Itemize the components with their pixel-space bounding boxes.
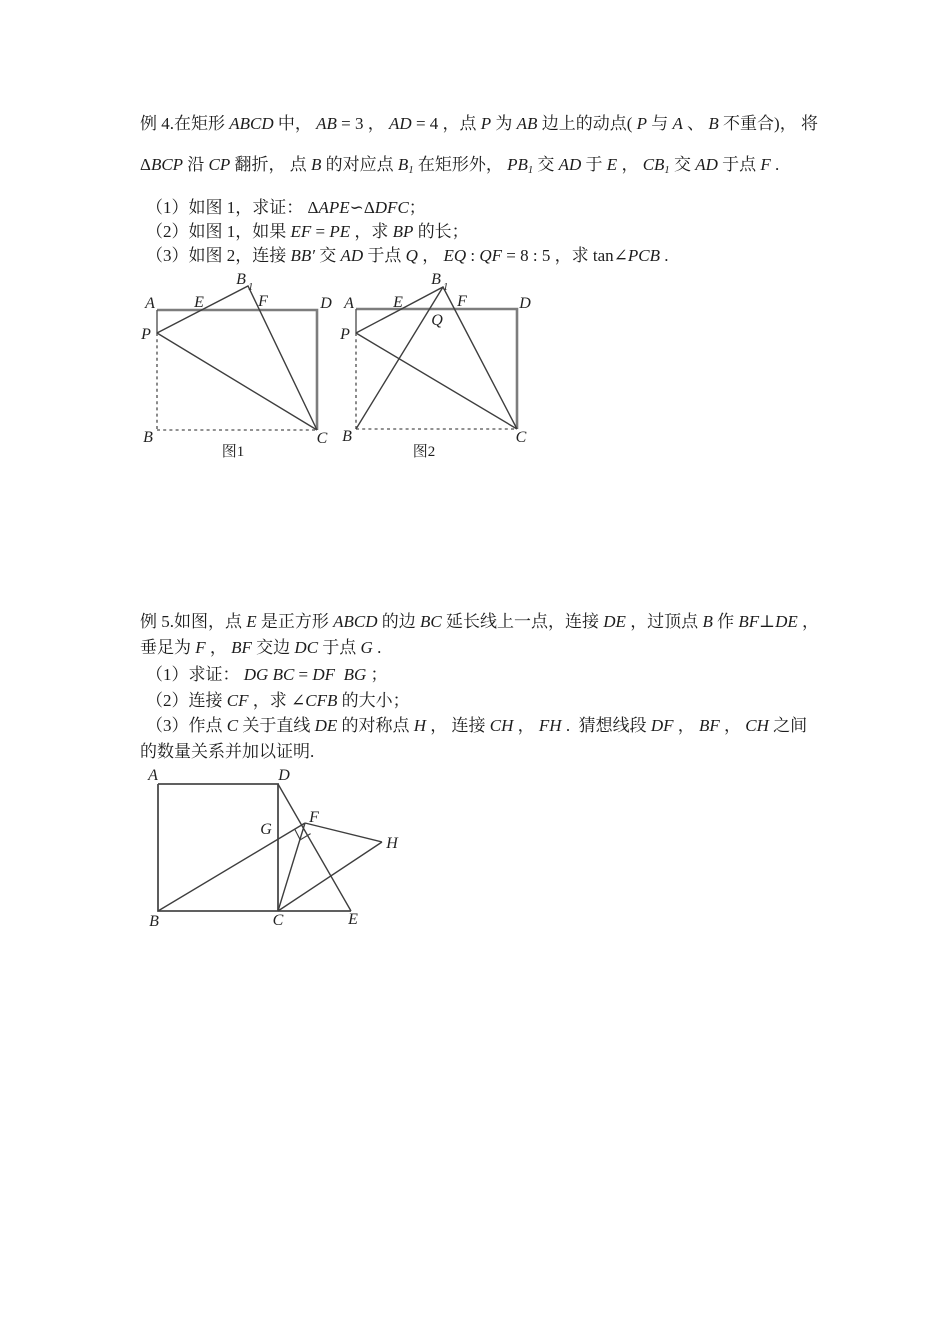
fig2-label-A: A <box>344 295 354 312</box>
fig1-solid-edges-AD-DC <box>157 310 317 430</box>
fig2-label-B1: B <box>431 271 441 288</box>
fig5-label-G: G <box>260 821 272 838</box>
fig1-label-B1: B <box>236 271 246 288</box>
p4-subquestion-3: （3）如图 2，连接 BB′ 交 AD 于点 Q ， EQ : QF = 8 : 5 ，求 tan∠PCB . <box>146 246 669 265</box>
fig2-label-D: D <box>519 295 531 312</box>
fig5-label-D: D <box>278 767 290 784</box>
fig2-label-F: F <box>457 293 467 310</box>
fig1-dashed-edges-PB-BC <box>157 333 317 430</box>
fig5-label-C: C <box>272 912 284 929</box>
fig1-label-A: A <box>145 295 155 312</box>
p5-subquestion-2: （2）连接 CF ，求 ∠CFB 的大小； <box>146 691 410 710</box>
fig5-square-and-BCE <box>158 784 351 911</box>
fig1-label-C: C <box>316 430 328 447</box>
fig2-fold-lines-PB1-B1C-PC-BB1 <box>356 287 517 429</box>
p5-subquestion-1: （1）求证： DG BC = DF BG ； <box>146 665 388 684</box>
fig2-label-P: P <box>340 326 350 343</box>
fig1-label-B: B <box>143 429 153 446</box>
fig1-label-B1-subscript: 1 <box>248 282 254 293</box>
p4-statement-line-1: 例 4.在矩形 ABCD 中， AB = 3 ， AD = 4 ，点 P 为 AB 边上的动点( P 与 A 、 B 不重合)， 将 <box>140 114 818 133</box>
figure-5 <box>147 767 399 930</box>
fig5-label-H: H <box>386 835 398 852</box>
p4-statement-line-2: ΔBCP 沿 CP 翻折， 点 B 的对应点 $B_1$ 在矩形外， $PB_1$ 交 AD 于 E ， $CB_1$ 交 AD 于点 F . <box>140 155 780 177</box>
p5-subquestion-3: （3）作点 C 关于直线 DE 的对称点 H ， 连接 CH ， FH . 猜想线段 DF ， BF ， CH 之间 <box>146 716 808 735</box>
fig5-lines-DE-BF-CF-CH-FH <box>158 784 382 911</box>
p5-subquestion-3-cont: 的数量关系并加以证明. <box>140 742 315 761</box>
p4-subquestion-1: （1）如图 1，求证： ΔAPE∽ΔDFC； <box>146 198 426 217</box>
fig1-label-F: F <box>258 293 268 310</box>
p5-statement-line-1: 例 5.如图，点 E 是正方形 ABCD 的边 BC 延长线上一点，连接 DE ，过顶点 B 作 BF⊥DE ， <box>140 612 820 631</box>
fig5-label-E: E <box>348 911 358 928</box>
fig1-label-D: D <box>320 295 332 312</box>
fig2-label-B: B <box>342 428 352 445</box>
fig1-label-P: P <box>141 326 151 343</box>
fig5-right-angle-mark <box>295 829 311 840</box>
fig2-dashed-edges-PB-BC <box>356 333 517 429</box>
fig2-solid-edges-AD-DC <box>356 309 517 429</box>
figure-2 <box>339 271 531 460</box>
fig5-label-F: F <box>309 809 319 826</box>
fig1-label-E: E <box>194 294 204 311</box>
p4-subquestion-2: （2）如图 1，如果 EF = PE ，求 BP 的长； <box>146 222 469 241</box>
fig2-label-B1-subscript: 1 <box>443 282 449 293</box>
p5-statement-line-2: 垂足为 F ， BF 交边 DC 于点 G . <box>140 638 382 657</box>
figure-1 <box>140 271 332 460</box>
fig2-label-Q: Q <box>431 312 443 329</box>
fig5-label-B: B <box>149 913 159 930</box>
fig1-fold-lines-PB1-B1C-PC <box>157 286 317 430</box>
fig1-caption: 图1 <box>221 444 245 460</box>
fig5-label-A: A <box>148 767 158 784</box>
fig2-label-E: E <box>393 294 403 311</box>
fig2-caption: 图2 <box>412 444 436 460</box>
fig2-label-C: C <box>515 429 527 446</box>
